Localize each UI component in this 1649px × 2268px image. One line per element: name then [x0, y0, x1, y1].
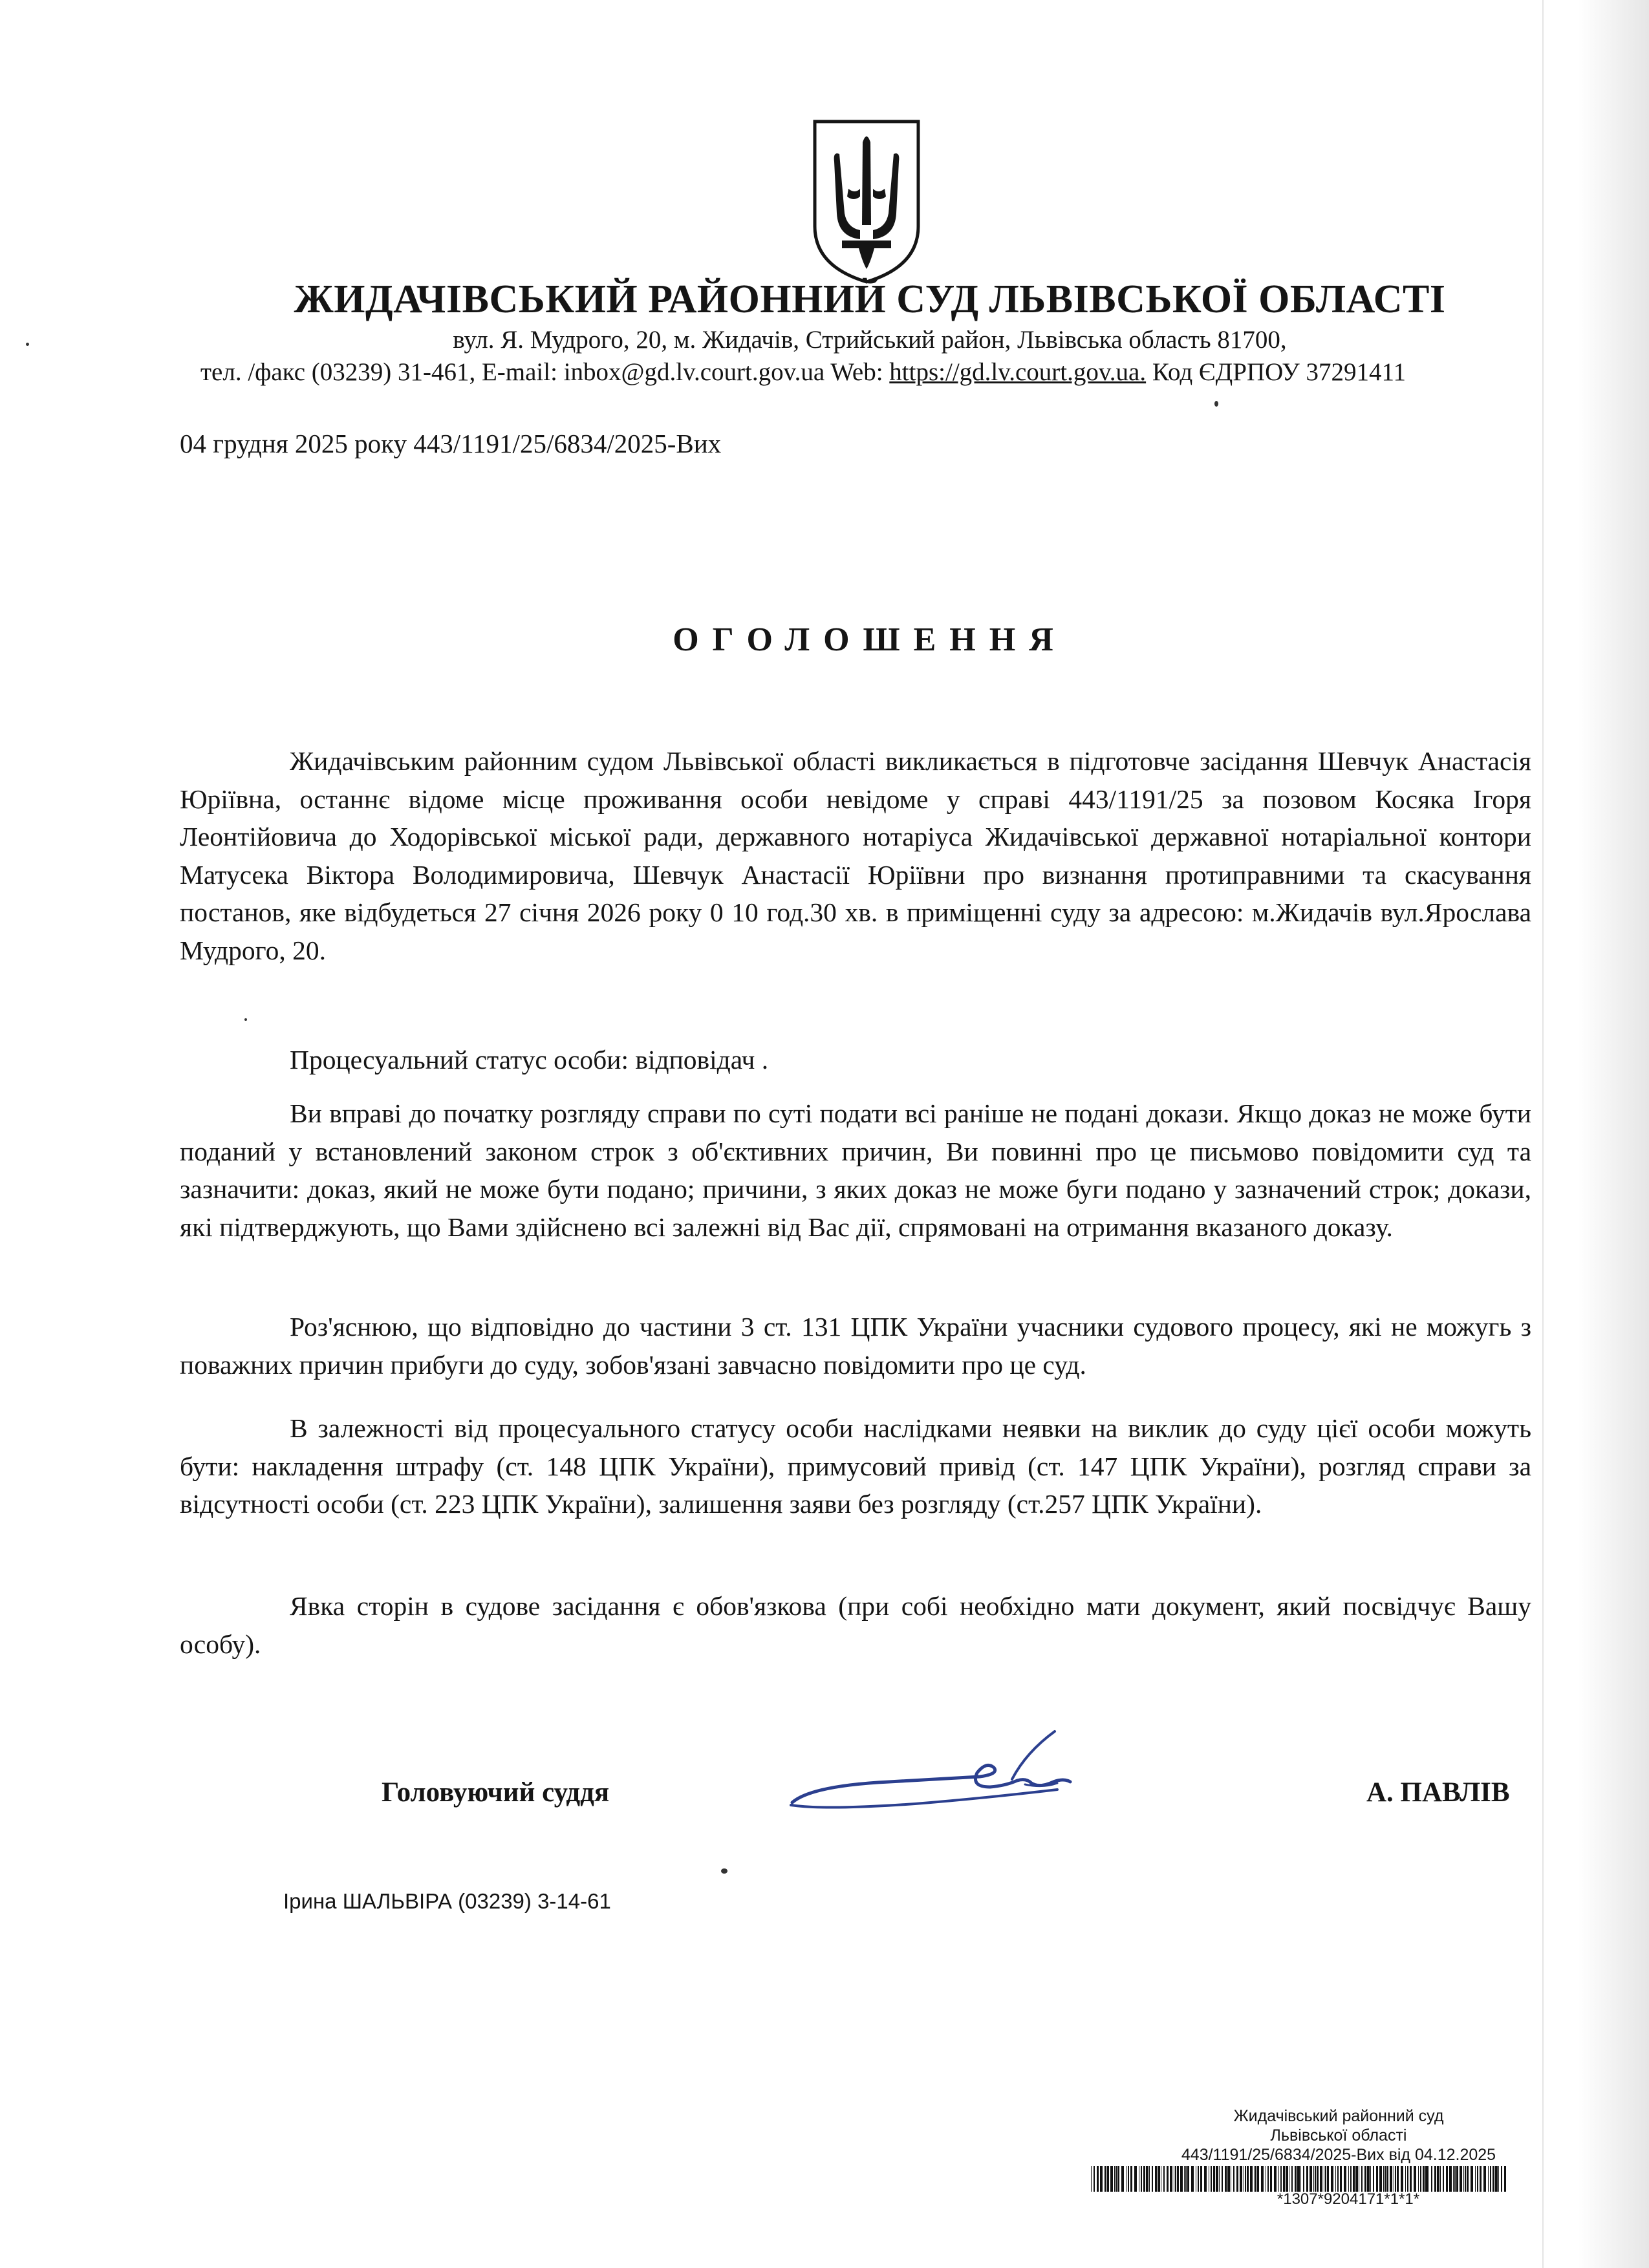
barcode-icon — [1090, 2166, 1510, 2192]
body-paragraph-consequences — [180, 1409, 1531, 1523]
handwritten-signature — [786, 1726, 1090, 1836]
scan-speck — [1214, 401, 1218, 407]
clerk-contact: Ірина ШАЛЬВІРА (03239) 3-14-61 — [283, 1889, 611, 1913]
scan-speck — [244, 1018, 247, 1021]
paragraph-text: Явка сторін в судове засідання є обов'язкова (при собі необхідно мати документ, який посвідчує Вашу особу). — [180, 1591, 1531, 1659]
paragraph-text: Жидачівським районним судом Львівської області викликається в підготовче засідання Шевчук Анастасія Юріївна, останнє відоме місце проживання особи невідоме у справі 443/1191/25 за позовом Косяка Ігоря Леонтійовича до Ходорівської міської ради, державного нотаріуса Жидачівської державної нотаріальної контори Матусека Віктора Володимировича, Шевчук Анастасії Юріївни про визнання протиправними та скасування постанов, яке відбудеться 27 січня 2026 року 0 10 год.30 хв. в приміщенні суду за адресою: м.Жидачів вул.Ярослава Мудрого, 20. — [180, 746, 1531, 965]
registration-stamp — [1138, 2106, 1539, 2165]
paragraph-text: В залежності від процесуального статусу особи наслідками неявки на виклик до суду цієї особи можуть бути: накладення штрафу (ст. 148 ЦПК України), примусовий привід (ст. 147 ЦПК України), розгляд справи за відсутності особи (ст. 223 ЦПК України), залишення заяви без розгляду (ст.257 ЦПК України). — [180, 1413, 1531, 1519]
paragraph-text: Процесуальний статус особи: відповідач . — [290, 1045, 769, 1075]
body-paragraph-summons — [180, 742, 1531, 969]
body-paragraph-status — [180, 1041, 1531, 1079]
website-link[interactable]: https://gd.lv.court.gov.ua. — [889, 358, 1147, 386]
stamp-reference: 443/1191/25/6834/2025-Вих від 04.12.2025 — [1181, 2146, 1496, 2164]
court-address: вул. Я. Мудрого, 20, м. Жидачів, Стрийський район, Львівська область 81700, — [453, 326, 1287, 354]
barcode-number: *1307*9204171*1*1* — [1277, 2190, 1420, 2208]
judge-name: А. ПАВЛІВ — [1366, 1777, 1510, 1808]
scan-speck — [26, 343, 29, 346]
body-paragraph-explanation — [180, 1308, 1531, 1384]
court-contacts — [200, 358, 1406, 387]
scan-speck — [721, 1868, 727, 1874]
contact-phone-email: тел. /факс (03239) 31-461, E-mail: inbox@gd.lv.court.gov.ua Web: — [200, 358, 890, 386]
ukraine-trident-emblem-icon — [808, 116, 925, 286]
document-heading: ОГОЛОШЕННЯ — [673, 621, 1067, 658]
date-reference: 04 грудня 2025 року 443/1191/25/6834/2025-Вих — [180, 429, 722, 458]
stamp-court-name: Жидачівський районний суд — [1233, 2107, 1444, 2125]
body-paragraph-attendance — [180, 1587, 1531, 1663]
court-name: ЖИДАЧІВСЬКИЙ РАЙОННИЙ СУД ЛЬВІВСЬКОЇ ОБЛАСТІ — [294, 277, 1446, 321]
paragraph-text: Ви вправі до початку розгляду справи по суті подати всі раніше не подані докази. Якщо доказ не може бути поданий у встановлений законом строк з об'єктивних причин, Ви повинні про це письмово повідомити суд та зазначити: доказ, який не може бути подано; причини, з яких доказ не може буги подано у зазначений строк; докази, які підтверджують, що Вами здійснено всі залежні від Вас дії, спрямовані на отримання вказаного доказу. — [180, 1098, 1531, 1242]
stamp-region: Львівської області — [1270, 2126, 1407, 2145]
body-paragraph-evidence — [180, 1095, 1531, 1246]
edrpou-code: Код ЄДРПОУ 37291411 — [1146, 358, 1406, 386]
paragraph-text: Роз'яснюю, що відповідно до частини 3 ст. 131 ЦПК України учасники судового процесу, які не можугь з поважних причин прибуги до суду, зобов'язані завчасно повідомити про це суд. — [180, 1312, 1531, 1380]
judge-title: Головуючий суддя — [382, 1777, 610, 1808]
